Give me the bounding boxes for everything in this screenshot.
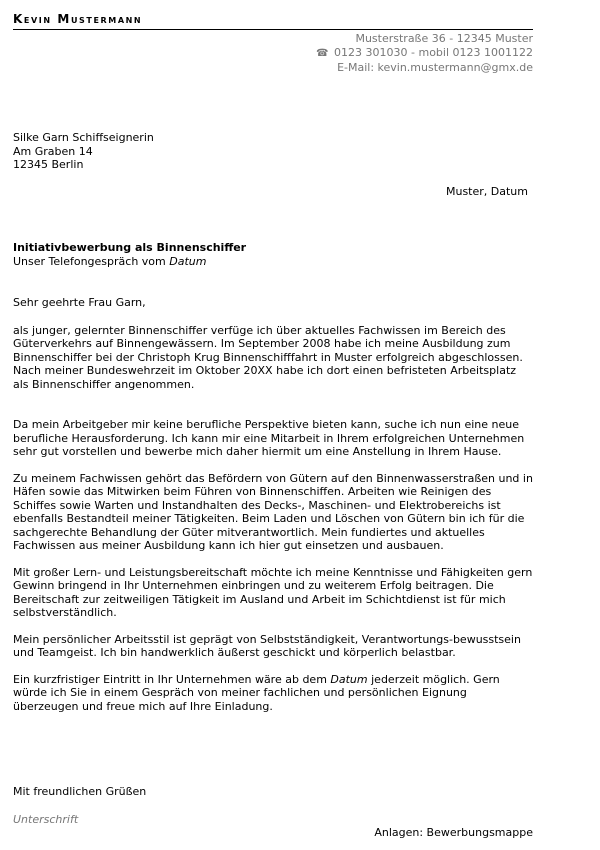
- p6-suffix: jederzeit möglich. Gern würde ich Sie in einem Gespräch von meiner fachlichen und persönlichen Eignung überzeugen und freue mich auf Ihre Einladung.: [13, 672, 500, 713]
- salutation: Sehr geehrte Frau Garn,: [13, 296, 146, 309]
- recipient-name: Silke Garn Schiffseignerin: [13, 131, 154, 144]
- paragraph-4: Mit großer Lern- und Leistungsbereitschaft möchte ich meine Kenntnisse und Fähigkeiten gern Gewinn bringend in Ihr Unternehmen einbringen und zu weiterem Erfolg beitragen. Die Bereitschaft zur zeitweiligen Tätigkeit im Ausland und Arbeit im Schichtdienst ist für mich selbstverständlich.: [13, 565, 533, 619]
- recipient-city: 12345 Berlin: [13, 158, 84, 171]
- sender-phone: 0123 301030 - mobil 0123 1001122: [334, 46, 533, 59]
- reference-date: Datum: [169, 255, 207, 268]
- subject-block: [13, 241, 533, 269]
- signature: Unterschrift: [13, 813, 79, 826]
- p6-prefix: Ein kurzfristiger Eintritt in Ihr Unternehmen wäre ab dem: [13, 672, 331, 686]
- place-date: Muster, Datum: [445, 185, 528, 198]
- recipient-address: [13, 131, 154, 172]
- phone-icon: ☎: [316, 48, 329, 59]
- closing: Mit freundlichen Grüßen: [13, 785, 147, 798]
- paragraph-2: Da mein Arbeitgeber mir keine berufliche Perspektive bieten kann, suche ich nun eine neue berufliche Herausforderung. Ich kann mir eine Mitarbeit in Ihrem erfolgreichen Unternehmen sehr gut vorstellen und bewerbe mich daher hiermit um eine Anstellung in Ihrem Hause.: [13, 418, 525, 458]
- subject-reference: [13, 255, 533, 269]
- paragraph-5: Mein persönlicher Arbeitsstil ist geprägt von Selbstständigkeit, Verantwortungs-bewusstsein und Teamgeist. Ich bin handwerklich äußerst geschickt und körperlich belastbar.: [13, 632, 521, 659]
- enclosures: Anlagen: Bewerbungsmappe: [374, 826, 533, 839]
- letter-body: [13, 296, 533, 726]
- sender-address: Musterstraße 36 - 12345 Muster: [355, 32, 533, 45]
- subject-title: Initiativbewerbung als Binnenschiffer: [13, 241, 247, 254]
- reference-prefix: Unser Telefongespräch vom: [13, 255, 170, 268]
- header-divider: [13, 29, 533, 30]
- sender-phone-line: [316, 46, 533, 61]
- sender-name: Kevin Mustermann: [13, 12, 143, 26]
- sender-contact-block: [316, 32, 533, 75]
- sender-email: E-Mail: kevin.mustermann@gmx.de: [337, 61, 533, 74]
- recipient-street: Am Graben 14: [13, 144, 93, 158]
- paragraph-1: als junger, gelernter Binnenschiffer verfüge ich über aktuelles Fachwissen im Bereich des Güterverkehrs auf Binnengewässern. Im September 2008 habe ich meine Ausbildung zum Binnenschiffer bei der Christoph Krug Binnenschifffahrt in Muster erfolgreich abgeschlossen. Nach meiner Bundeswehrzeit im Oktober 20XX habe ich dort einen befristeten Arbeitsplatz als Binnenschiffer angenommen.: [13, 323, 523, 391]
- p6-date: Datum: [330, 672, 368, 686]
- paragraph-6: [13, 673, 533, 714]
- paragraph-3: Zu meinem Fachwissen gehört das Befördern von Gütern auf den Binnenwasserstraßen und in Häfen sowie das Mitwirken beim Führen von Binnenschiffen. Arbeiten wie Reinigen des Schiffes sowie Warten und Instandhalten des Decks-, Maschinen- und Elektrobereichs ist ebenfalls Bestandteil meiner Tätigkeiten. Beim Laden und Löschen von Gütern bin ich für die sachgerechte Behandlung der Güter mitverantwortlich. Mein fundiertes und aktuelles Fachwissen aus meiner Ausbildung kann ich hier gut einsetzen und ausbauen.: [13, 471, 533, 552]
